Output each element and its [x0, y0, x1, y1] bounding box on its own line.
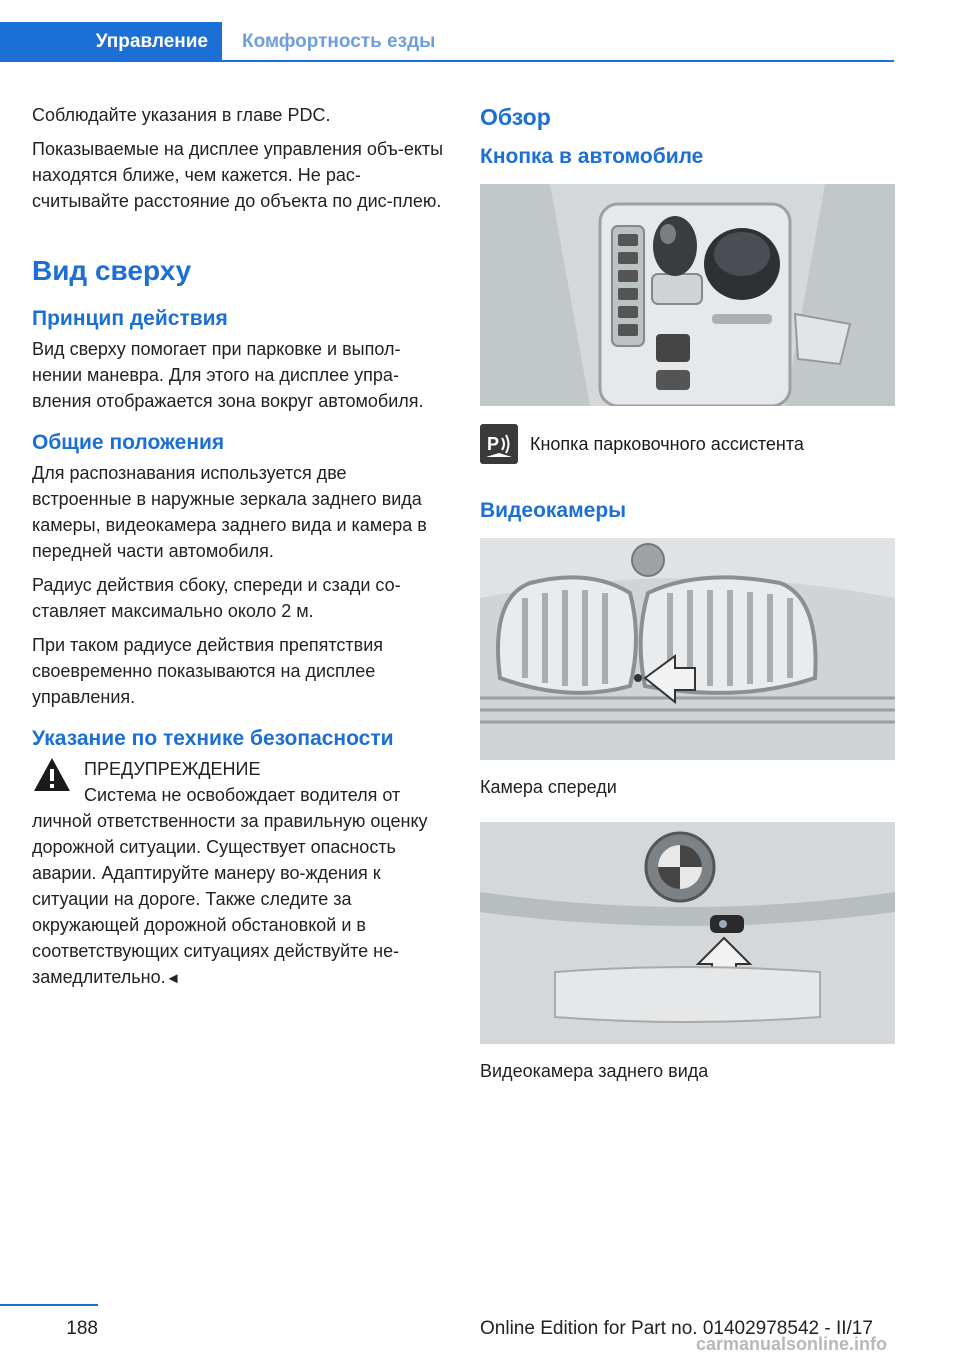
warning-text-rest: личной ответственности за правильную оценку дорожной ситуации. Существует опасность аварии. Адаптируйте манеру во-ждения к ситуации на дороге. Также следите за окружающей дорожной обстановкой и в соответствующих ситуациях действуйте не-замедлительно. [32, 811, 428, 987]
header-tab-controls: Управление [0, 22, 222, 62]
subheading-safety: Указание по технике безопасности [32, 727, 394, 750]
general-paragraph-2: Радиус действия сбоку, спереди и сзади со-ставляет максимально около 2 м. [32, 575, 401, 621]
warning-text-line-1: Система не освобождает водителя от [84, 785, 401, 805]
subheading-cameras: Видеокамеры [480, 499, 627, 522]
warning-block [32, 756, 450, 992]
front-camera-caption: Камера спереди [480, 777, 617, 797]
right-column [480, 102, 895, 1106]
general-paragraph-3: При таком радиусе действия препятствия своевременно показываются на дисплее управления. [32, 635, 383, 707]
principle-paragraph: Вид сверху помогает при парковке и выпол-нении маневра. Для этого на дисплее упра-вления отображается зона вокруг автомобиля. [32, 339, 424, 411]
center-console-photo [480, 184, 895, 406]
header-tab-comfort: Комфортность езды [242, 31, 436, 52]
rear-camera-caption: Видеокамера заднего вида [480, 1061, 709, 1081]
watermark: carmanualsonline.info [696, 1334, 888, 1354]
rear-camera-photo [480, 822, 895, 1044]
edition-line: Online Edition for Part no. 01402978542 - II/17 [480, 1318, 873, 1339]
subheading-button: Кнопка в автомобиле [480, 145, 704, 168]
page-number-rule [0, 1304, 98, 1306]
button-caption-row [480, 424, 895, 464]
subheading-general: Общие положения [32, 431, 225, 454]
header-rule [222, 60, 894, 62]
front-camera-photo [480, 538, 895, 760]
end-mark: ◄ [165, 970, 181, 987]
section-title-overview: Обзор [480, 104, 551, 130]
general-paragraph-1: Для распознавания используется две встроенные в наружные зеркала заднего вида камеры, видеокамера заднего вида и камера в передней части автомобиля. [32, 463, 427, 561]
warning-text [32, 782, 450, 992]
warning-label: ПРЕДУПРЕЖДЕНИЕ [84, 759, 261, 779]
section-title-top-view: Вид сверху [32, 255, 192, 286]
page-number: 188 [66, 1318, 98, 1339]
intro-paragraph-1: Соблюдайте указания в главе PDC. [32, 105, 331, 125]
svg-text:P: P [487, 434, 500, 454]
warning-triangle-icon [32, 756, 72, 794]
button-caption: Кнопка парковочного ассистента [530, 433, 804, 454]
intro-paragraph-2: Показываемые на дисплее управления объ-екты находятся ближе, чем кажется. Не рас-считывайте расстояние до объекта по дис-плею. [32, 139, 444, 211]
left-column [32, 102, 450, 992]
parking-assist-icon [480, 424, 518, 464]
subheading-principle: Принцип действия [32, 307, 228, 330]
